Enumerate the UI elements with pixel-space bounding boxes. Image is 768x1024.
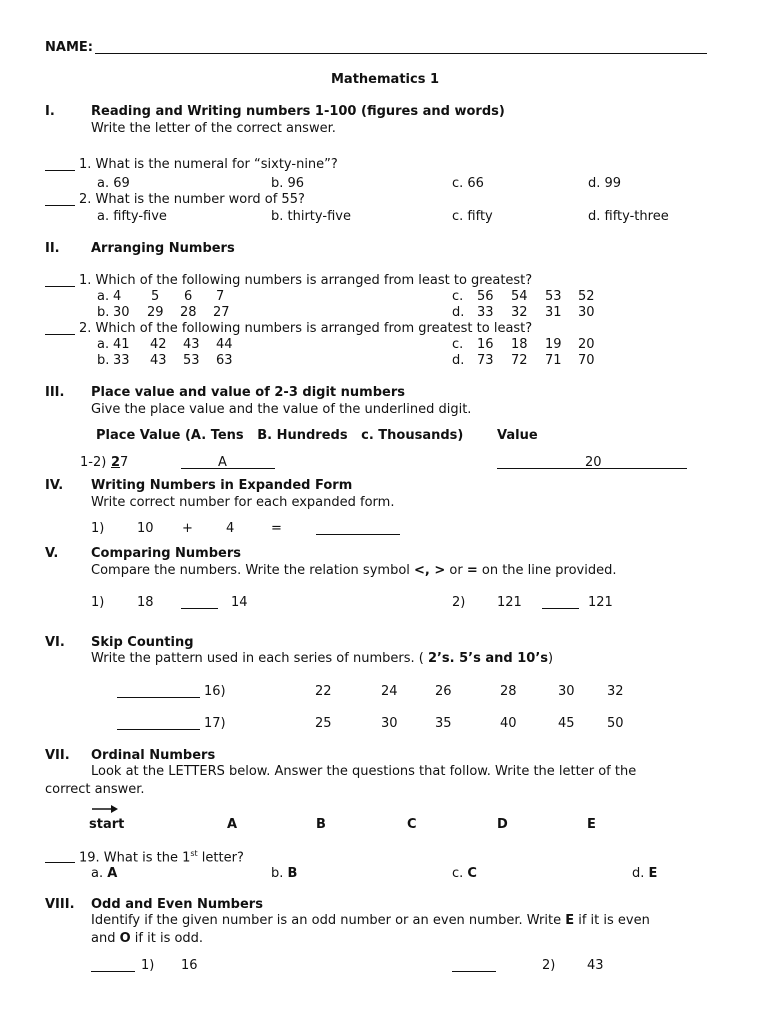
s8-item2-value: 43 [587,958,604,973]
series-value: 32 [607,684,624,699]
s1-q2-choice-a: a. fifty-five [97,209,167,224]
s7-choice-d: d. E [632,866,658,881]
s4-item-eq: = [271,521,282,536]
s5-item2-left: 121 [497,595,522,610]
series-value: 35 [435,716,452,731]
s4-item-n2: 4 [226,521,235,536]
s5-item1-left: 18 [137,595,154,610]
place-value-column-header: Place Value (A. Tens B. Hundreds c. Thousands) [96,428,464,443]
s5-item2-right: 121 [588,595,613,610]
series-value: 40 [500,716,517,731]
expanded-form-answer-line[interactable] [316,534,400,535]
section-5-title: Comparing Numbers [91,546,242,561]
s2-q1-choice-b-label: b. [97,305,110,320]
choice-value: 28 [180,305,197,320]
s6-row1-label: 16) [204,684,226,699]
s4-item-n1: 10 [137,521,154,536]
name-label: NAME: [45,40,93,55]
sequence-letter: D [497,817,508,832]
choice-value: 7 [216,289,225,304]
s2-q1-choice-d-label: d. [452,305,465,320]
s4-item-label: 1) [91,521,105,536]
s8-item1-label: 1) [141,958,155,973]
s5-item1-label: 1) [91,595,105,610]
underlined-digit: 2 [111,455,121,470]
series-value: 28 [500,684,517,699]
value-column-header: Value [497,428,538,443]
choice-value: 5 [151,289,160,304]
section-8-title: Odd and Even Numbers [91,897,263,912]
section-8-instructions-line2: and O if it is odd. [91,931,204,946]
comparison-answer-line[interactable] [181,608,218,609]
section-3-instructions: Give the place value and the value of the underlined digit. [91,402,472,417]
section-2-number: II. [45,241,60,256]
choice-value: 53 [545,289,562,304]
choice-value: 73 [477,353,494,368]
s2-q2-text: 2. Which of the following numbers is arranged from greatest to least? [79,321,533,336]
series-value: 30 [558,684,575,699]
answer-blank[interactable] [45,862,75,863]
section-4-title: Writing Numbers in Expanded Form [91,478,353,493]
s7-choice-b: b. B [271,866,298,881]
answer-blank[interactable] [45,170,75,171]
sequence-letter: B [316,817,326,832]
section-5-instructions: Compare the numbers. Write the relation symbol <, > or = on the line provided. [91,563,617,578]
answer-blank[interactable] [45,286,75,287]
s1-q1-choice-c: c. 66 [452,176,484,191]
choice-value: 53 [183,353,200,368]
s2-q2-choice-a-label: a. [97,337,110,352]
s1-q1-choice-d: d. 99 [588,176,622,191]
s6-row2-label: 17) [204,716,226,731]
sequence-letter: A [227,817,238,832]
start-label: start [89,817,125,832]
section-8-number: VIII. [45,897,75,912]
s2-q1-choice-a-label: a. [97,289,110,304]
choice-value: 52 [578,289,595,304]
s1-q2-text: 2. What is the number word of 55? [79,192,305,207]
page-title: Mathematics 1 [331,72,439,87]
series-value: 26 [435,684,452,699]
comparison-answer-line[interactable] [542,608,579,609]
choice-value: 41 [113,337,130,352]
series-value: 25 [315,716,332,731]
section-7-instructions-line2: correct answer. [45,782,145,797]
pattern-answer-line[interactable] [117,729,200,730]
section-5-number: V. [45,546,59,561]
s2-q1-text: 1. Which of the following numbers is arranged from least to greatest? [79,273,533,288]
s7-choice-a: a. A [91,866,118,881]
section-6-instructions: Write the pattern used in each series of numbers. ( 2’s. 5’s and 10’s) [91,651,554,666]
s1-q1-choice-a: a. 69 [97,176,130,191]
choice-value: 18 [511,337,528,352]
choice-value: 43 [150,353,167,368]
section-7-title: Ordinal Numbers [91,748,216,763]
section-1-instructions: Write the letter of the correct answer. [91,121,336,136]
choice-value: 44 [216,337,233,352]
choice-value: 4 [113,289,122,304]
name-field-line[interactable] [95,53,707,54]
series-value: 45 [558,716,575,731]
section-6-number: VI. [45,635,65,650]
section-1-title: Reading and Writing numbers 1-100 (figures and words) [91,104,505,119]
choice-value: 54 [511,289,528,304]
choice-value: 56 [477,289,494,304]
choice-value: 33 [477,305,494,320]
s1-q2-choice-b: b. thirty-five [271,209,351,224]
odd-even-answer-line[interactable] [91,971,135,972]
s3-item-label: 1-2) [80,455,107,470]
section-7-number: VII. [45,748,70,763]
s4-item-op: + [182,521,193,536]
choice-value: 33 [113,353,130,368]
s1-q1-text: 1. What is the numeral for “sixty-nine”? [79,157,338,172]
section-3-number: III. [45,385,65,400]
s3-item-rest-digit: 7 [120,455,129,470]
choice-value: 32 [511,305,528,320]
s7-choice-c: c. C [452,866,477,881]
place-value-answer: A [218,455,227,470]
choice-value: 19 [545,337,562,352]
s2-q2-choice-b-label: b. [97,353,110,368]
choice-value: 43 [183,337,200,352]
odd-even-answer-line[interactable] [452,971,496,972]
s1-q2-choice-d: d. fifty-three [588,209,669,224]
s7-question: 19. What is the 1st letter? [79,849,244,866]
choice-value: 42 [150,337,167,352]
s2-q1-choice-c-label: c. [452,289,464,304]
value-answer: 20 [585,455,602,470]
section-1-number: I. [45,104,55,119]
series-value: 22 [315,684,332,699]
choice-value: 30 [113,305,130,320]
choice-value: 63 [216,353,233,368]
series-value: 30 [381,716,398,731]
choice-value: 27 [213,305,230,320]
s5-item1-right: 14 [231,595,248,610]
choice-value: 31 [545,305,562,320]
choice-value: 29 [147,305,164,320]
choice-value: 30 [578,305,595,320]
section-4-number: IV. [45,478,64,493]
choice-value: 16 [477,337,494,352]
section-7-instructions-line1: Look at the LETTERS below. Answer the questions that follow. Write the letter of the [91,764,637,779]
place-value-answer-line[interactable] [181,468,275,469]
choice-value: 71 [545,353,562,368]
s1-q2-choice-c: c. fifty [452,209,493,224]
sequence-letter: E [587,817,596,832]
pattern-answer-line[interactable] [117,697,200,698]
s1-q1-choice-b: b. 96 [271,176,305,191]
choice-value: 72 [511,353,528,368]
s2-q2-choice-d-label: d. [452,353,465,368]
choice-value: 70 [578,353,595,368]
section-3-title: Place value and value of 2-3 digit numbers [91,385,405,400]
s5-item2-label: 2) [452,595,466,610]
choice-value: 20 [578,337,595,352]
s8-item2-label: 2) [542,958,556,973]
answer-blank[interactable] [45,205,75,206]
section-6-title: Skip Counting [91,635,194,650]
choice-value: 6 [184,289,193,304]
series-value: 24 [381,684,398,699]
right-arrow-icon [91,804,119,814]
series-value: 50 [607,716,624,731]
section-2-title: Arranging Numbers [91,241,235,256]
section-8-instructions-line1: Identify if the given number is an odd number or an even number. Write E if it is even [91,913,650,928]
s2-q2-choice-c-label: c. [452,337,464,352]
answer-blank[interactable] [45,334,75,335]
section-4-instructions: Write correct number for each expanded form. [91,495,395,510]
s8-item1-value: 16 [181,958,198,973]
sequence-letter: C [407,817,417,832]
